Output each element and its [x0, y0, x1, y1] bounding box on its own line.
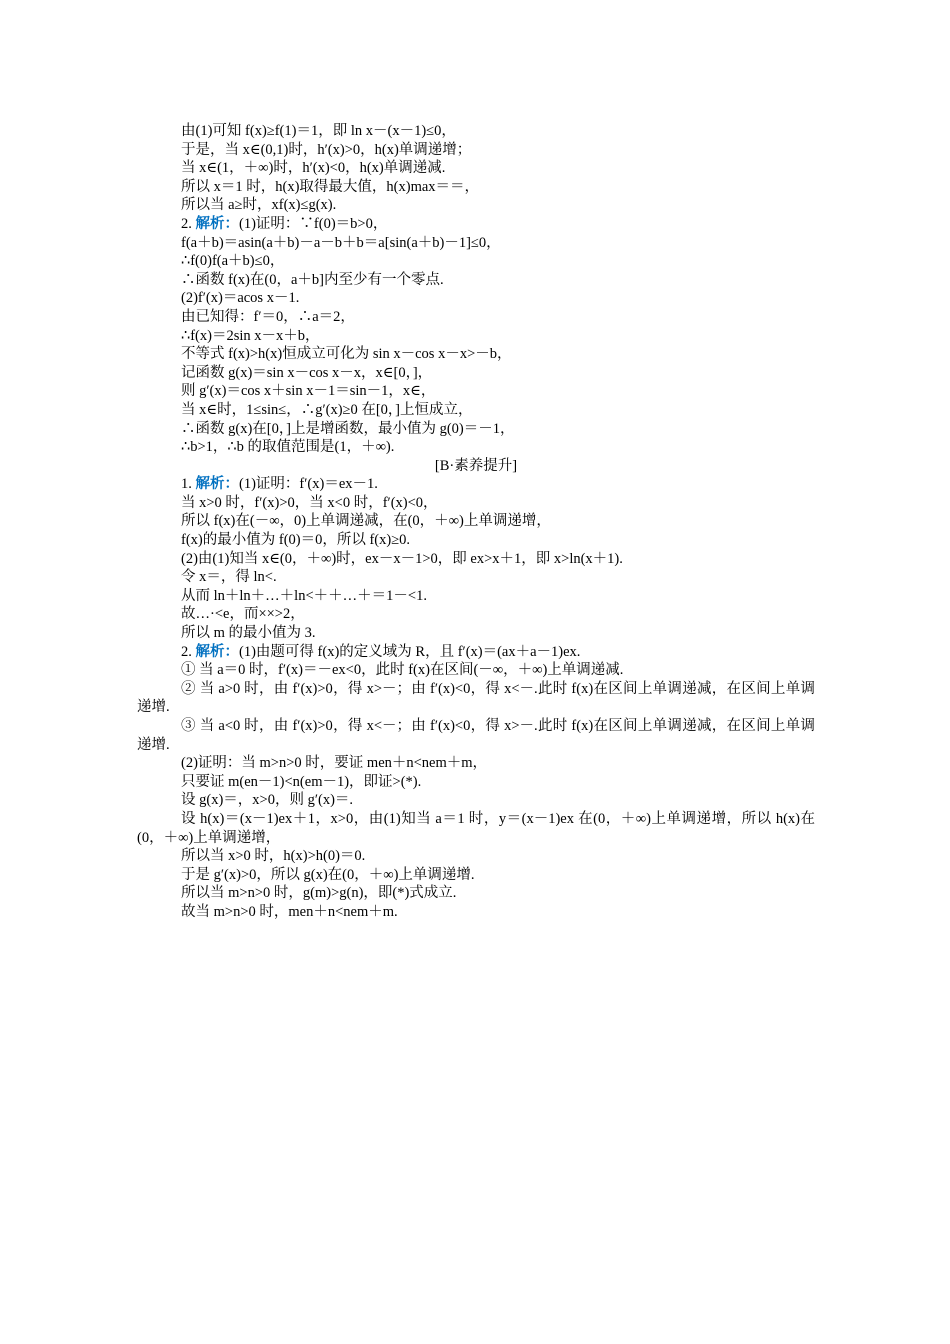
text-run: 当 x∈(1，＋∞)时，h′(x)<0，h(x)单调递减. — [181, 160, 446, 177]
text-run: 所以当 m>n>0 时，g(m)>g(n)，即(*)式成立. — [181, 885, 457, 902]
text-line — [137, 587, 815, 606]
text-line — [137, 289, 815, 308]
text-run: 只要证 m(en－1)<n(em－1)，即证>(*). — [181, 773, 422, 790]
text-line — [137, 327, 815, 346]
text-run: ∴函数 f(x)在(0，a＋b]内至少有一个零点. — [181, 271, 444, 288]
text-line — [137, 345, 815, 364]
text-line — [137, 420, 815, 439]
analysis-label: 解析： — [195, 215, 239, 232]
text-run: 当 x>0 时，f′(x)>0，当 x<0 时，f′(x)<0， — [181, 494, 438, 511]
text-line — [137, 438, 815, 457]
text-line — [137, 903, 815, 922]
text-run: 记函数 g(x)＝sin x－cos x－x，x∈[0，]， — [181, 364, 433, 381]
text-run: (2)证明：当 m>n>0 时，要证 men＋n<nem＋m， — [181, 755, 488, 772]
text-line — [137, 234, 815, 253]
text-run: ∴函数 g(x)在[0，]上是增函数，最小值为 g(0)＝－1， — [181, 420, 515, 437]
text-run: (2)由(1)知当 x∈(0，＋∞)时，ex－x－1>0，即 ex>x＋1，即 x>ln(x＋1). — [181, 550, 623, 567]
text-line — [137, 810, 815, 847]
text-run: (1)证明：∵f(0)＝b>0， — [239, 215, 388, 232]
text-line — [137, 494, 815, 513]
text-line — [137, 215, 815, 234]
text-run: 当 x∈时，1≤sin≤，∴g′(x)≥0 在[0，]上恒成立， — [181, 401, 473, 418]
text-line — [137, 364, 815, 383]
text-run: 于是 g′(x)>0，所以 g(x)在(0，＋∞)上单调递增. — [181, 866, 475, 883]
text-line — [137, 178, 815, 197]
text-line — [137, 568, 815, 587]
text-line — [137, 382, 815, 401]
text-run: 从而 ln＋ln＋…＋ln<＋＋…＋＝1－<1. — [181, 587, 427, 604]
text-line — [137, 122, 815, 141]
text-run: (1)证明：f′(x)＝ex－1. — [239, 476, 378, 493]
text-run: 所以 m 的最小值为 3. — [181, 625, 316, 642]
text-run: (2)f′(x)＝acos x－1. — [181, 290, 300, 307]
text-run: 由已知得：f′＝0，∴a＝2， — [181, 308, 355, 325]
section-heading — [137, 457, 815, 476]
analysis-label: 解析： — [195, 643, 239, 660]
text-run: 故…·<e，而××>2， — [181, 606, 305, 623]
text-run: f(x)的最小值为 f(0)＝0，所以 f(x)≥0. — [181, 532, 411, 549]
text-line — [137, 717, 815, 754]
text-run: 所以当 a≥时，xf(x)≤g(x). — [181, 197, 337, 214]
text-run: 不等式 f(x)>h(x)恒成立可化为 sin x－cos x－x>－b， — [181, 346, 512, 363]
text-line — [137, 196, 815, 215]
text-run: 所以当 x>0 时，h(x)>h(0)＝0. — [181, 848, 366, 865]
text-line — [137, 308, 815, 327]
text-run: 令 x＝，得 ln<. — [181, 569, 277, 586]
text-line — [137, 754, 815, 773]
text-run: 所以 f(x)在(－∞，0)上单调递减，在(0，＋∞)上单调递增， — [181, 513, 551, 530]
text-line — [137, 475, 815, 494]
text-run: 所以 x＝1 时，h(x)取得最大值，h(x)max＝＝， — [181, 178, 480, 195]
text-run: ∴f(0)f(a＋b)≤0， — [181, 253, 285, 270]
solution-text — [137, 122, 815, 922]
text-line — [137, 605, 815, 624]
text-run: (1)由题可得 f(x)的定义域为 R，且 f′(x)＝(ax＋a－1)ex. — [239, 643, 581, 660]
text-line — [137, 401, 815, 420]
text-run: f(a＋b)＝asin(a＋b)－a－b＋b＝a[sin(a＋b)－1]≤0， — [181, 234, 501, 251]
text-line — [137, 884, 815, 903]
text-run: [B·素养提升] — [434, 457, 518, 474]
text-line — [137, 791, 815, 810]
text-run: ② 当 a>0 时，由 f′(x)>0，得 x>－；由 f′(x)<0，得 x<－.此时 f(x)在区间上单调递减，在区间上单调递增. — [137, 680, 815, 716]
text-line — [137, 159, 815, 178]
text-line — [137, 141, 815, 160]
text-line — [137, 866, 815, 885]
text-run: ③ 当 a<0 时，由 f′(x)>0，得 x<－；由 f′(x)<0，得 x>－.此时 f(x)在区间上单调递减，在区间上单调递增. — [137, 718, 815, 753]
text-run: ∴f(x)＝2sin x－x＋b， — [181, 327, 320, 344]
analysis-label: 解析： — [195, 476, 239, 493]
text-line — [137, 550, 815, 569]
text-run: ① 当 a＝0 时，f′(x)＝－ex<0，此时 f(x)在区间(－∞，＋∞)上单调递减. — [181, 662, 624, 679]
text-run: 设 g(x)＝，x>0，则 g′(x)＝. — [181, 792, 354, 809]
text-run: 则 g′(x)＝cos x＋sin x－1＝sin－1，x∈， — [181, 383, 436, 400]
text-line — [137, 643, 815, 662]
text-run: 2. — [181, 643, 196, 660]
text-line — [137, 847, 815, 866]
text-line — [137, 271, 815, 290]
text-run: 于是，当 x∈(0,1)时，h′(x)>0，h(x)单调递增； — [181, 141, 472, 158]
text-run: 设 h(x)＝(x－1)ex＋1，x>0，由(1)知当 a＝1 时，y＝(x－1)ex 在(0，＋∞)上单调递增，所以 h(x)在(0，＋∞)上单调递增， — [137, 810, 815, 846]
text-line — [137, 512, 815, 531]
text-line — [137, 531, 815, 550]
text-run: 由(1)可知 f(x)≥f(1)＝1，即 ln x－(x－1)≤0， — [181, 123, 456, 139]
text-line — [137, 680, 815, 717]
text-run: 2. — [181, 215, 196, 232]
text-run: 1. — [181, 476, 196, 493]
text-line — [137, 661, 815, 680]
text-line — [137, 624, 815, 643]
text-line — [137, 773, 815, 792]
text-line — [137, 252, 815, 271]
text-run: 故当 m>n>0 时，men＋n<nem＋m. — [181, 903, 398, 920]
text-run: ∴b>1，∴b 的取值范围是(1，＋∞). — [181, 439, 395, 456]
